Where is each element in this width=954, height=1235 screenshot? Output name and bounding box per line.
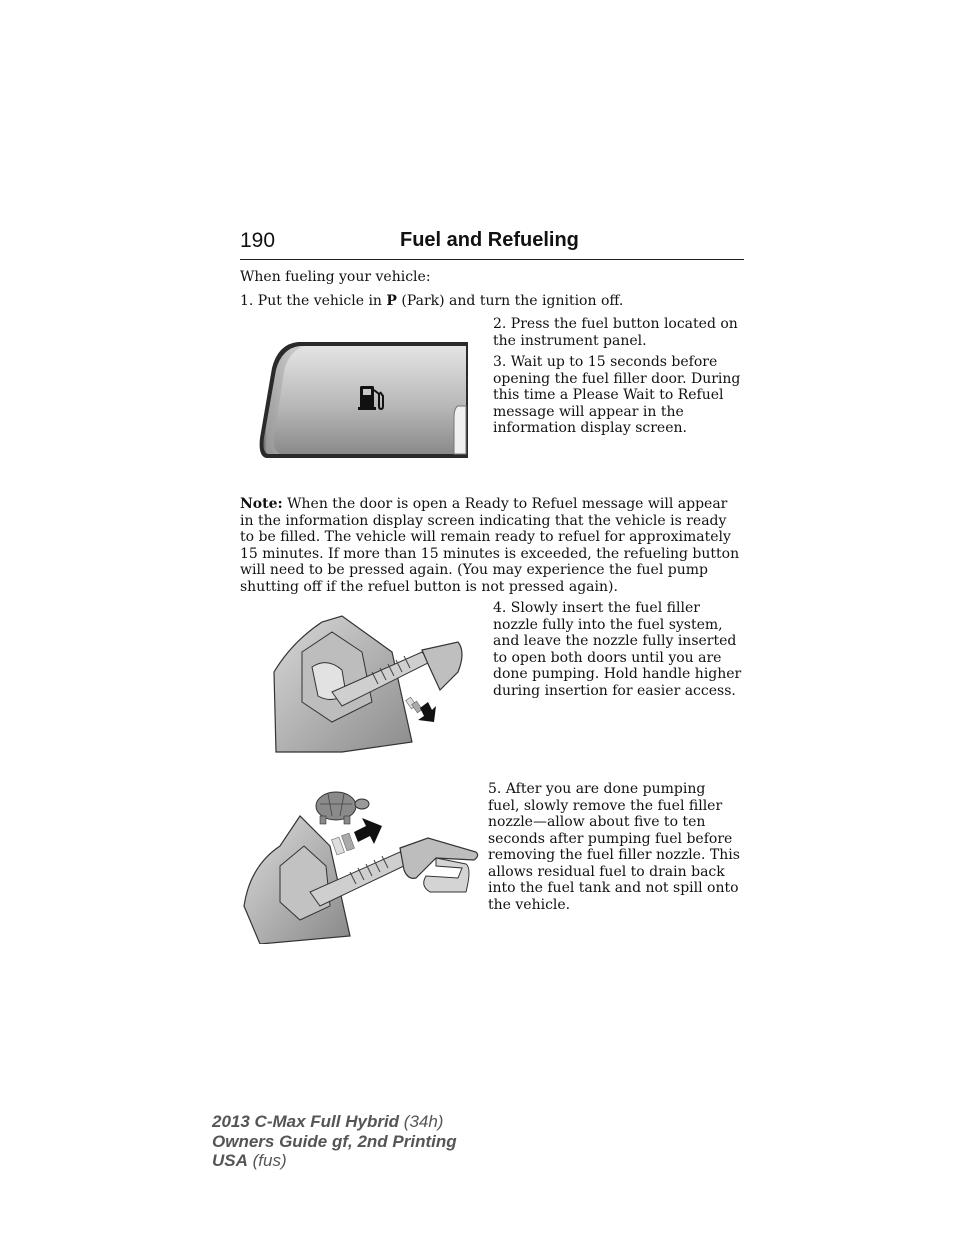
note-label: Note: [240, 496, 283, 512]
page-header [240, 229, 744, 260]
step-1-prefix: 1. Put the vehicle in [240, 293, 387, 309]
page-number: 190 [240, 229, 276, 252]
fuel-button-illustration [258, 338, 468, 460]
step-1 [240, 293, 623, 310]
footer-model: 2013 C-Max Full Hybrid [212, 1112, 400, 1131]
nozzle-insert-illustration [272, 612, 468, 754]
step-1-suffix: (Park) and turn the ignition off. [396, 293, 624, 309]
page-footer [212, 1112, 457, 1171]
step-4: 4. Slowly insert the fuel filler nozzle fully into the fuel system, and leave the nozzle fully inserted to open both doors until you are done pumping. Hold handle higher during insertion for easier access. [493, 600, 742, 699]
section-title: Fuel and Refueling [400, 229, 579, 251]
intro-text: When fueling your vehicle: [240, 269, 431, 285]
footer-line-2: Owners Guide gf, 2nd Printing [212, 1131, 457, 1151]
step-2: 2. Press the fuel button located on the instrument panel. [493, 316, 738, 349]
footer-line-3 [212, 1151, 457, 1171]
note-text: When the door is open a Ready to Refuel message will appear in the information display screen indicating that the vehicle is ready to be filled. The vehicle will remain ready to refuel for approximately 15 minutes. If more than 15 minutes is exceeded, the refueling button will need to be pressed again. (You may experience the fuel pump shutting off if the refuel button is not pressed again). [240, 496, 740, 595]
step-5: 5. After you are done pumping fuel, slowly remove the fuel filler nozzle—allow about five to ten seconds after pumping fuel before removing the fuel filler nozzle. This allows residual fuel to drain back into the fuel tank and not spill onto the vehicle. [488, 781, 740, 913]
step-3: 3. Wait up to 15 seconds before opening the fuel filler door. During this time a Please Wait to Refuel message will appear in the information display screen. [493, 354, 741, 436]
footer-model-code: (34h) [399, 1112, 444, 1131]
footer-line-1 [212, 1112, 457, 1132]
footer-region-code: (fus) [247, 1151, 287, 1170]
nozzle-remove-illustration [240, 786, 484, 944]
footer-region: USA [212, 1151, 248, 1170]
note [240, 496, 740, 595]
park-letter: P [386, 293, 397, 309]
